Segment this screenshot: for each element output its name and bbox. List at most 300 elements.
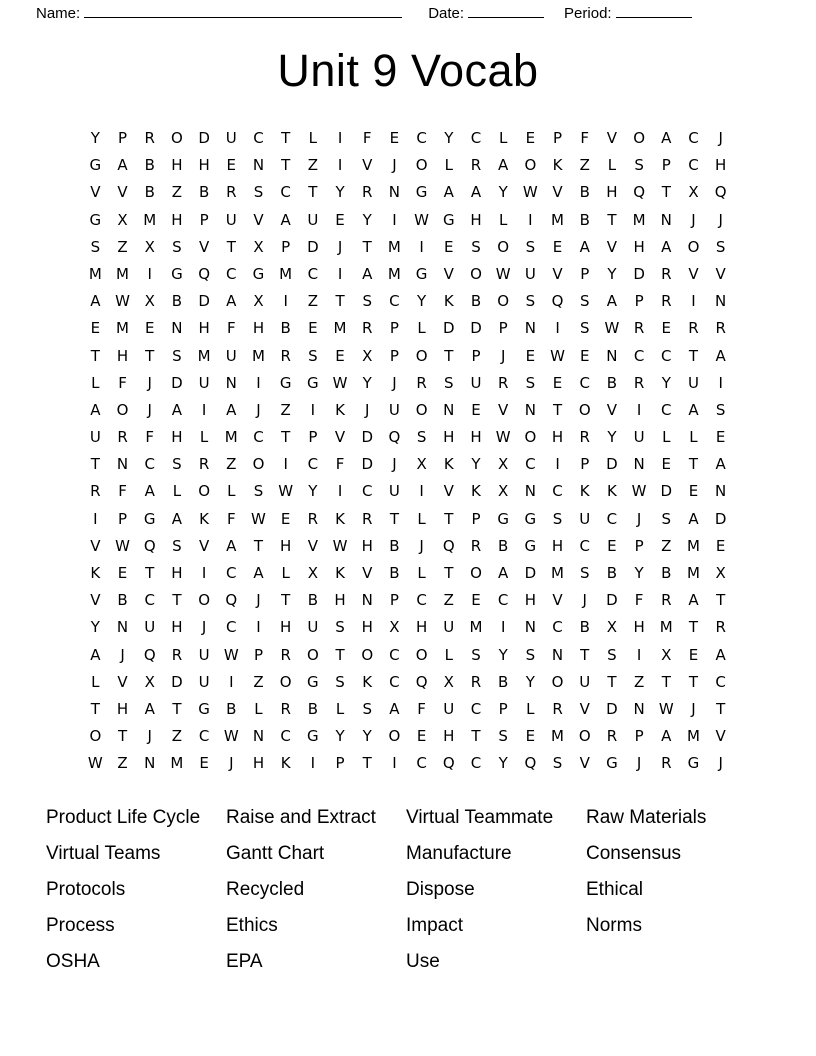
grid-letter[interactable]: C (280, 183, 291, 202)
grid-letter[interactable]: O (551, 672, 564, 691)
word-list-item[interactable]: Product Life Cycle (46, 806, 201, 828)
grid-letter[interactable]: T (90, 455, 100, 474)
grid-letter[interactable]: T (688, 672, 699, 691)
word-list-item[interactable]: Ethics (226, 914, 278, 936)
grid-letter[interactable]: O (279, 672, 292, 691)
grid-letter[interactable]: U (388, 482, 400, 501)
grid-letter[interactable]: L (335, 699, 345, 718)
grid-letter[interactable]: Y (498, 645, 508, 664)
grid-letter[interactable]: E (471, 591, 481, 610)
grid-letter[interactable]: S (253, 482, 264, 501)
grid-letter[interactable]: O (578, 727, 591, 746)
grid-letter[interactable]: C (389, 645, 400, 664)
grid-letter[interactable]: E (579, 346, 590, 365)
grid-letter[interactable]: N (388, 183, 401, 202)
grid-letter[interactable]: M (333, 319, 347, 338)
grid-letter[interactable]: G (415, 264, 428, 283)
grid-letter[interactable]: A (688, 509, 699, 528)
grid-letter[interactable]: T (444, 509, 454, 528)
grid-letter[interactable]: L (308, 129, 318, 147)
grid-letter[interactable]: L (172, 482, 182, 501)
grid-letter[interactable]: D (606, 699, 618, 718)
grid-letter[interactable]: C (416, 129, 427, 147)
grid-letter[interactable]: W (495, 428, 511, 447)
grid-letter[interactable]: R (362, 319, 373, 338)
grid-letter[interactable]: S (525, 645, 536, 664)
grid-letter[interactable]: J (419, 536, 424, 555)
grid-letter[interactable]: C (416, 754, 427, 773)
grid-letter[interactable]: G (307, 672, 319, 691)
grid-letter[interactable]: J (337, 237, 343, 256)
grid-letter[interactable]: Y (362, 373, 372, 392)
grid-letter[interactable]: A (144, 482, 155, 501)
grid-letter[interactable]: K (606, 482, 617, 501)
grid-letter[interactable]: R (280, 645, 291, 664)
grid-letter[interactable]: E (688, 645, 699, 664)
grid-letter[interactable]: I (555, 455, 560, 474)
grid-letter[interactable]: Z (661, 536, 672, 555)
grid-letter[interactable]: V (198, 237, 210, 256)
period-write-line[interactable] (616, 4, 692, 18)
grid-letter[interactable]: K (362, 672, 373, 691)
grid-letter[interactable]: A (715, 455, 726, 474)
grid-letter[interactable]: P (389, 591, 399, 610)
grid-letter[interactable]: U (307, 210, 319, 229)
grid-letter[interactable]: K (443, 292, 454, 311)
grid-letter[interactable]: H (606, 183, 618, 202)
grid-letter[interactable]: D (443, 319, 455, 338)
grid-letter[interactable]: C (606, 509, 618, 528)
grid-letter[interactable]: S (172, 455, 182, 474)
grid-letter[interactable]: V (198, 536, 210, 555)
grid-letter[interactable]: F (226, 509, 236, 528)
grid-letter[interactable]: W (251, 509, 266, 528)
grid-letter[interactable]: L (417, 564, 426, 582)
grid-letter[interactable]: S (579, 564, 590, 582)
grid-letter[interactable]: L (498, 210, 508, 229)
grid-letter[interactable]: V (715, 264, 726, 283)
grid-letter[interactable]: C (552, 618, 563, 637)
grid-letter[interactable]: C (389, 292, 400, 311)
grid-letter[interactable]: H (633, 237, 645, 256)
word-list-item[interactable]: Virtual Teammate (406, 806, 554, 828)
grid-letter[interactable]: Y (634, 564, 644, 582)
grid-letter[interactable]: T (661, 183, 671, 202)
grid-letter[interactable]: Y (362, 727, 372, 746)
grid-letter[interactable]: L (417, 319, 426, 338)
grid-letter[interactable]: M (551, 210, 564, 229)
grid-letter[interactable]: P (253, 645, 263, 664)
grid-letter[interactable]: I (392, 754, 397, 773)
grid-letter[interactable]: J (582, 591, 587, 610)
grid-letter[interactable]: X (443, 672, 454, 691)
grid-letter[interactable]: M (251, 346, 265, 365)
grid-letter[interactable]: A (688, 591, 699, 610)
grid-letter[interactable]: D (198, 129, 210, 147)
grid-letter[interactable]: S (552, 754, 563, 773)
grid-letter[interactable]: Z (280, 400, 291, 419)
grid-letter[interactable]: B (144, 156, 155, 175)
grid-letter[interactable]: E (90, 319, 101, 338)
grid-letter[interactable]: W (604, 319, 620, 338)
grid-letter[interactable]: F (580, 129, 590, 147)
grid-letter[interactable]: B (198, 183, 210, 202)
grid-letter[interactable]: U (388, 400, 400, 419)
grid-letter[interactable]: T (552, 400, 563, 419)
grid-letter[interactable]: O (415, 156, 428, 175)
grid-letter[interactable]: C (579, 536, 590, 555)
grid-letter[interactable]: D (171, 373, 183, 392)
grid-letter[interactable]: R (117, 428, 128, 447)
grid-letter[interactable]: G (198, 699, 210, 718)
grid-letter[interactable]: V (715, 727, 726, 746)
grid-letter[interactable]: O (116, 400, 129, 419)
grid-letter[interactable]: A (90, 645, 101, 664)
grid-letter[interactable]: A (171, 509, 183, 528)
grid-letter[interactable]: V (606, 400, 618, 419)
grid-letter[interactable]: R (688, 319, 699, 338)
grid-letter[interactable]: O (415, 645, 428, 664)
grid-letter[interactable]: D (307, 237, 319, 256)
grid-letter[interactable]: T (362, 754, 372, 773)
grid-letter[interactable]: Y (90, 129, 100, 147)
grid-letter[interactable]: L (417, 509, 426, 528)
word-list-item[interactable]: Raw Materials (586, 806, 707, 828)
grid-letter[interactable]: H (252, 754, 265, 773)
grid-letter[interactable]: T (335, 292, 345, 311)
grid-letter[interactable]: V (90, 591, 101, 610)
grid-letter[interactable]: I (147, 264, 152, 283)
grid-letter[interactable]: O (497, 292, 510, 311)
word-list-item[interactable]: Use (406, 950, 440, 972)
grid-letter[interactable]: V (606, 129, 618, 147)
grid-letter[interactable]: O (578, 400, 591, 419)
grid-letter[interactable]: Y (607, 264, 617, 283)
grid-letter[interactable]: M (686, 727, 700, 746)
grid-letter[interactable]: A (171, 400, 183, 419)
grid-letter[interactable]: I (636, 645, 642, 664)
grid-letter[interactable]: R (552, 699, 563, 718)
grid-letter[interactable]: A (443, 183, 454, 202)
grid-letter[interactable]: E (525, 727, 536, 746)
grid-letter[interactable]: P (389, 319, 399, 338)
grid-letter[interactable]: J (147, 400, 152, 419)
grid-letter[interactable]: H (524, 591, 536, 610)
grid-letter[interactable]: H (171, 428, 183, 447)
grid-letter[interactable]: W (332, 373, 348, 392)
grid-letter[interactable]: R (470, 672, 482, 691)
grid-letter[interactable]: K (335, 564, 345, 582)
grid-letter[interactable]: R (633, 373, 645, 392)
grid-letter[interactable]: S (607, 645, 617, 664)
grid-letter[interactable]: I (555, 319, 560, 338)
grid-letter[interactable]: T (281, 591, 291, 610)
grid-letter[interactable]: X (117, 210, 128, 229)
grid-letter[interactable]: S (525, 292, 536, 311)
word-list-item[interactable]: Raise and Extract (226, 806, 376, 828)
grid-letter[interactable]: T (145, 564, 155, 582)
grid-letter[interactable]: B (579, 618, 590, 637)
grid-letter[interactable]: C (579, 373, 590, 392)
grid-letter[interactable]: T (172, 591, 182, 610)
grid-letter[interactable]: Q (524, 754, 537, 773)
grid-letter[interactable]: C (633, 346, 645, 365)
grid-letter[interactable]: G (307, 727, 319, 746)
grid-letter[interactable]: T (688, 455, 699, 474)
grid-letter[interactable]: S (715, 237, 726, 256)
grid-letter[interactable]: W (115, 292, 130, 311)
grid-letter[interactable]: X (307, 564, 318, 582)
grid-letter[interactable]: N (171, 319, 183, 338)
grid-letter[interactable]: M (686, 536, 700, 555)
grid-letter[interactable]: X (144, 672, 155, 691)
grid-letter[interactable]: B (389, 564, 400, 582)
grid-letter[interactable]: I (310, 400, 316, 419)
grid-letter[interactable]: U (307, 618, 319, 637)
grid-letter[interactable]: H (443, 428, 455, 447)
grid-letter[interactable]: M (686, 564, 700, 582)
grid-letter[interactable]: J (147, 373, 152, 392)
grid-letter[interactable]: F (417, 699, 426, 718)
grid-letter[interactable]: I (337, 129, 343, 147)
grid-letter[interactable]: W (87, 754, 103, 773)
grid-letter[interactable]: G (415, 183, 428, 202)
grid-letter[interactable]: E (607, 536, 617, 555)
grid-letter[interactable]: I (201, 564, 207, 582)
word-list-item[interactable]: Norms (586, 914, 642, 936)
grid-letter[interactable]: J (500, 346, 506, 365)
grid-letter[interactable]: N (633, 455, 645, 474)
grid-letter[interactable]: V (90, 183, 101, 202)
grid-letter[interactable]: F (362, 129, 372, 147)
grid-letter[interactable]: I (256, 373, 261, 392)
grid-letter[interactable]: A (688, 400, 699, 419)
grid-letter[interactable]: S (335, 672, 345, 691)
grid-letter[interactable]: B (307, 699, 318, 718)
grid-letter[interactable]: E (661, 455, 672, 474)
grid-letter[interactable]: J (365, 400, 370, 419)
grid-letter[interactable]: C (307, 264, 319, 283)
grid-letter[interactable]: U (443, 618, 455, 637)
grid-letter[interactable]: L (254, 699, 263, 718)
grid-letter[interactable]: R (362, 509, 373, 528)
grid-letter[interactable]: R (144, 129, 155, 147)
grid-letter[interactable]: U (579, 672, 591, 691)
grid-letter[interactable]: M (469, 618, 483, 637)
grid-letter[interactable]: C (253, 129, 264, 147)
grid-letter[interactable]: U (225, 210, 237, 229)
grid-letter[interactable]: N (660, 210, 672, 229)
grid-letter[interactable]: Q (442, 536, 455, 555)
grid-letter[interactable]: J (147, 727, 152, 746)
grid-letter[interactable]: W (495, 264, 511, 283)
grid-letter[interactable]: C (226, 564, 237, 582)
grid-letter[interactable]: L (662, 428, 671, 447)
grid-letter[interactable]: J (392, 373, 397, 392)
grid-letter[interactable]: G (307, 373, 319, 392)
grid-letter[interactable]: A (661, 237, 672, 256)
grid-letter[interactable]: T (90, 699, 100, 718)
grid-letter[interactable]: O (415, 400, 428, 419)
grid-letter[interactable]: B (226, 699, 237, 718)
grid-letter[interactable]: N (715, 292, 727, 311)
grid-letter[interactable]: P (498, 699, 508, 718)
grid-letter[interactable]: F (226, 319, 236, 338)
grid-letter[interactable]: G (524, 509, 537, 528)
grid-letter[interactable]: T (335, 645, 345, 664)
grid-letter[interactable]: A (226, 536, 237, 555)
grid-letter[interactable]: L (91, 672, 100, 691)
grid-letter[interactable]: R (661, 754, 672, 773)
grid-letter[interactable]: A (253, 564, 264, 582)
grid-letter[interactable]: T (226, 237, 236, 256)
grid-letter[interactable]: R (280, 346, 291, 365)
grid-letter[interactable]: V (117, 672, 128, 691)
grid-letter[interactable]: U (579, 509, 591, 528)
grid-letter[interactable]: V (253, 210, 264, 229)
grid-letter[interactable]: L (498, 129, 508, 147)
grid-letter[interactable]: F (145, 428, 155, 447)
grid-letter[interactable]: P (308, 428, 318, 447)
grid-letter[interactable]: J (691, 210, 696, 229)
grid-letter[interactable]: E (688, 482, 699, 501)
grid-letter[interactable]: M (659, 618, 673, 637)
grid-letter[interactable]: W (278, 482, 294, 501)
grid-letter[interactable]: R (497, 373, 509, 392)
grid-letter[interactable]: H (171, 210, 183, 229)
grid-letter[interactable]: O (524, 428, 537, 447)
word-list-item[interactable]: Recycled (226, 878, 305, 900)
grid-letter[interactable]: E (144, 319, 155, 338)
word-list-item[interactable]: Gantt Chart (226, 842, 325, 864)
grid-letter[interactable]: W (658, 699, 674, 718)
grid-letter[interactable]: X (715, 564, 726, 582)
grid-letter[interactable]: I (93, 509, 98, 528)
grid-letter[interactable]: A (606, 292, 618, 311)
grid-letter[interactable]: O (361, 645, 374, 664)
grid-letter[interactable]: E (552, 237, 563, 256)
grid-letter[interactable]: J (718, 210, 723, 229)
grid-letter[interactable]: T (607, 672, 617, 691)
grid-letter[interactable]: I (392, 210, 397, 229)
grid-letter[interactable]: K (199, 509, 210, 528)
grid-letter[interactable]: E (525, 346, 536, 365)
grid-letter[interactable]: X (253, 237, 264, 256)
grid-letter[interactable]: D (606, 455, 618, 474)
grid-letter[interactable]: J (392, 156, 397, 175)
grid-letter[interactable]: S (634, 156, 644, 175)
grid-letter[interactable]: V (606, 237, 618, 256)
grid-letter[interactable]: Z (117, 237, 128, 256)
grid-letter[interactable]: N (116, 618, 129, 637)
grid-letter[interactable]: V (362, 564, 373, 582)
grid-letter[interactable]: P (281, 237, 291, 256)
grid-letter[interactable]: S (525, 237, 536, 256)
grid-letter[interactable]: E (661, 319, 672, 338)
grid-letter[interactable]: Z (579, 156, 590, 175)
grid-letter[interactable]: C (661, 400, 672, 419)
grid-letter[interactable]: R (307, 509, 319, 528)
grid-letter[interactable]: V (552, 264, 563, 283)
word-list-item[interactable]: Process (46, 914, 115, 936)
grid-letter[interactable]: Y (471, 455, 481, 474)
grid-letter[interactable]: B (579, 183, 590, 202)
grid-letter[interactable]: D (714, 509, 727, 528)
grid-letter[interactable]: C (688, 156, 699, 175)
grid-letter[interactable]: S (416, 428, 427, 447)
grid-letter[interactable]: Q (198, 264, 210, 283)
grid-letter[interactable]: N (633, 699, 645, 718)
grid-letter[interactable]: G (497, 509, 509, 528)
grid-letter[interactable]: C (253, 428, 264, 447)
grid-letter[interactable]: U (225, 346, 237, 365)
grid-letter[interactable]: T (688, 618, 699, 637)
grid-letter[interactable]: C (470, 754, 482, 773)
grid-letter[interactable]: J (201, 618, 207, 637)
grid-letter[interactable]: A (280, 210, 291, 229)
grid-letter[interactable]: D (524, 564, 537, 582)
grid-letter[interactable]: A (90, 400, 101, 419)
word-list-item[interactable]: EPA (226, 950, 263, 972)
grid-letter[interactable]: C (226, 618, 237, 637)
grid-letter[interactable]: A (90, 292, 101, 311)
grid-letter[interactable]: L (91, 373, 100, 392)
grid-letter[interactable]: H (198, 319, 210, 338)
grid-letter[interactable]: C (497, 591, 509, 610)
grid-letter[interactable]: Z (633, 672, 645, 691)
grid-letter[interactable]: A (362, 264, 373, 283)
grid-letter[interactable]: Y (498, 754, 508, 773)
grid-letter[interactable]: I (528, 210, 533, 229)
grid-letter[interactable]: T (688, 346, 699, 365)
grid-letter[interactable]: P (634, 536, 644, 555)
grid-letter[interactable]: C (144, 455, 155, 474)
grid-letter[interactable]: B (606, 373, 618, 392)
grid-letter[interactable]: E (389, 129, 400, 147)
grid-letter[interactable]: Z (117, 754, 128, 773)
grid-letter[interactable]: D (660, 482, 673, 501)
grid-letter[interactable]: D (470, 319, 482, 338)
grid-letter[interactable]: P (118, 509, 128, 528)
grid-letter[interactable]: F (118, 482, 127, 501)
grid-letter[interactable]: E (335, 210, 345, 229)
grid-letter[interactable]: E (226, 156, 237, 175)
grid-letter[interactable]: O (470, 264, 482, 283)
grid-letter[interactable]: P (118, 129, 128, 147)
grid-letter[interactable]: J (636, 509, 642, 528)
grid-letter[interactable]: B (144, 183, 155, 202)
grid-letter[interactable]: I (337, 264, 343, 283)
grid-letter[interactable]: A (226, 400, 237, 419)
grid-letter[interactable]: R (171, 645, 183, 664)
grid-letter[interactable]: P (661, 156, 671, 175)
grid-letter[interactable]: N (361, 591, 373, 610)
grid-letter[interactable]: W (550, 346, 565, 365)
grid-letter[interactable]: T (716, 699, 726, 718)
grid-letter[interactable]: E (715, 428, 726, 447)
grid-letter[interactable]: E (552, 373, 563, 392)
grid-letter[interactable]: I (718, 373, 723, 392)
grid-letter[interactable]: T (362, 237, 372, 256)
grid-letter[interactable]: T (281, 129, 291, 147)
grid-letter[interactable]: J (718, 754, 723, 773)
grid-letter[interactable]: S (579, 292, 590, 311)
grid-letter[interactable]: H (470, 210, 482, 229)
grid-letter[interactable]: R (715, 319, 726, 338)
grid-letter[interactable]: V (362, 156, 373, 175)
grid-letter[interactable]: U (633, 428, 645, 447)
grid-letter[interactable]: Y (90, 618, 100, 637)
